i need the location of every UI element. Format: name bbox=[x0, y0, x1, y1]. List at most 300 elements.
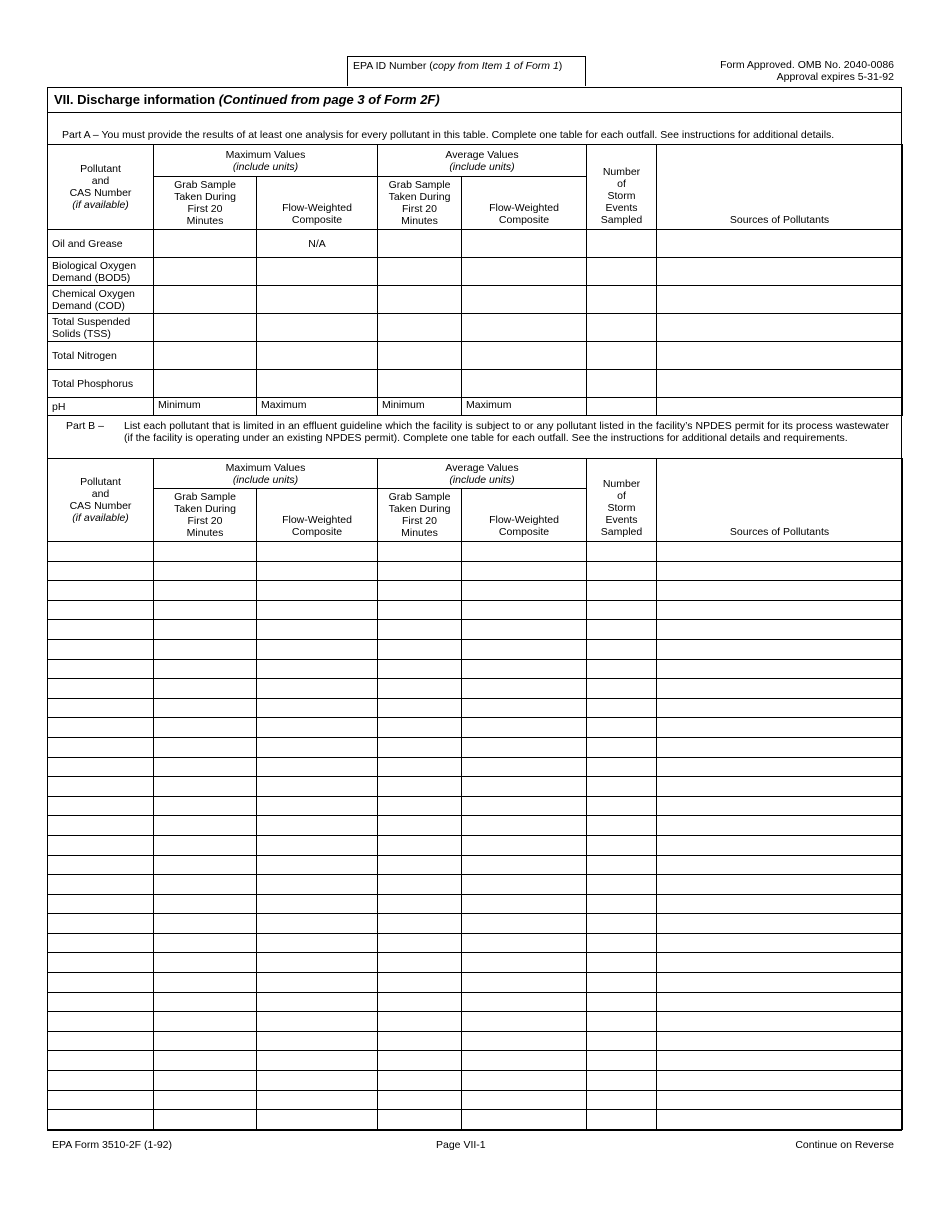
max-grab-cell[interactable] bbox=[154, 933, 257, 953]
max-grab-cell[interactable] bbox=[154, 679, 257, 699]
storm-events-cell[interactable] bbox=[587, 581, 657, 601]
pollutant-name[interactable] bbox=[48, 561, 154, 581]
avg-grab-cell[interactable] bbox=[378, 620, 462, 640]
storm-header-line: Number bbox=[602, 166, 641, 178]
avg-grab-cell[interactable] bbox=[378, 698, 462, 718]
pollutant-name[interactable] bbox=[48, 718, 154, 738]
pollutant-name[interactable] bbox=[48, 679, 154, 699]
storm-events-cell[interactable] bbox=[587, 1090, 657, 1110]
max-flow-cell[interactable] bbox=[257, 737, 378, 757]
max-flow-cell[interactable] bbox=[257, 258, 378, 286]
max-grab-cell[interactable] bbox=[154, 757, 257, 777]
avg-flow-cell[interactable] bbox=[462, 894, 587, 914]
avg-grab-cell[interactable] bbox=[378, 894, 462, 914]
avg-flow-cell[interactable] bbox=[462, 855, 587, 875]
max-flow-cell[interactable] bbox=[257, 914, 378, 934]
epa-id-label-close: ) bbox=[558, 60, 563, 72]
avg-grab-cell[interactable] bbox=[378, 314, 462, 342]
avg-flow-cell[interactable] bbox=[462, 933, 587, 953]
form-number: EPA Form 3510-2F (1-92) bbox=[52, 1139, 173, 1151]
sources-cell[interactable] bbox=[657, 933, 903, 953]
sources-cell[interactable] bbox=[657, 286, 903, 314]
sources-cell[interactable] bbox=[657, 1031, 903, 1051]
part-a-header-row-1 bbox=[48, 145, 903, 177]
grab-header-line: Minutes bbox=[401, 527, 438, 539]
max-grab-cell[interactable] bbox=[154, 286, 257, 314]
storm-events-header bbox=[587, 459, 657, 542]
avg-flow-cell[interactable] bbox=[462, 1110, 587, 1130]
max-grab-cell[interactable] bbox=[154, 1012, 257, 1032]
pollutant-header-line: and bbox=[91, 488, 110, 500]
sources-cell[interactable] bbox=[657, 914, 903, 934]
sources-cell[interactable] bbox=[657, 698, 903, 718]
grab-header-line: Grab Sample bbox=[388, 179, 451, 191]
avg-flow-cell[interactable] bbox=[462, 1071, 587, 1091]
storm-events-cell[interactable] bbox=[587, 992, 657, 1012]
max-grab-cell[interactable] bbox=[154, 835, 257, 855]
sources-cell[interactable] bbox=[657, 639, 903, 659]
avg-flow-cell[interactable] bbox=[462, 1090, 587, 1110]
max-grab-header bbox=[154, 489, 257, 542]
max-flow-cell[interactable] bbox=[257, 620, 378, 640]
sources-cell[interactable] bbox=[657, 855, 903, 875]
max-flow-cell[interactable] bbox=[257, 1110, 378, 1130]
avg-flow-cell[interactable] bbox=[462, 258, 587, 286]
max-flow-cell[interactable] bbox=[257, 600, 378, 620]
storm-events-cell[interactable] bbox=[587, 933, 657, 953]
sources-cell[interactable] bbox=[657, 1012, 903, 1032]
max-grab-cell[interactable] bbox=[154, 698, 257, 718]
storm-events-cell[interactable] bbox=[587, 1031, 657, 1051]
pollutant-name[interactable] bbox=[48, 757, 154, 777]
avg-grab-cell[interactable] bbox=[378, 581, 462, 601]
avg-flow-cell[interactable] bbox=[462, 659, 587, 679]
storm-events-cell[interactable] bbox=[587, 1110, 657, 1130]
avg-flow-cell[interactable] bbox=[462, 1031, 587, 1051]
sources-cell[interactable] bbox=[657, 737, 903, 757]
sources-cell[interactable] bbox=[657, 370, 903, 398]
grab-header-line: Taken During bbox=[388, 191, 451, 203]
max-grab-cell[interactable] bbox=[154, 992, 257, 1012]
pollutant-name[interactable] bbox=[48, 1051, 154, 1071]
storm-header-line: Sampled bbox=[600, 214, 643, 226]
avg-flow-cell[interactable] bbox=[462, 698, 587, 718]
epa-id-number-field[interactable] bbox=[347, 56, 586, 86]
sources-cell[interactable] bbox=[657, 757, 903, 777]
pollutant-header-line: CAS Number bbox=[69, 187, 132, 199]
max-flow-cell[interactable] bbox=[257, 659, 378, 679]
pollutant-name: Total Nitrogen bbox=[48, 342, 154, 370]
sources-cell[interactable] bbox=[657, 875, 903, 895]
pollutant-name[interactable] bbox=[48, 1110, 154, 1130]
avg-flow-cell[interactable] bbox=[462, 835, 587, 855]
part-b-row bbox=[48, 1110, 903, 1130]
max-grab-cell[interactable] bbox=[154, 314, 257, 342]
storm-events-cell[interactable] bbox=[587, 370, 657, 398]
avg-grab-cell[interactable] bbox=[378, 1090, 462, 1110]
avg-grab-cell[interactable] bbox=[378, 286, 462, 314]
max-flow-cell[interactable] bbox=[257, 757, 378, 777]
storm-events-cell[interactable] bbox=[587, 258, 657, 286]
avg-grab-cell[interactable] bbox=[378, 816, 462, 836]
pollutant-name[interactable] bbox=[48, 973, 154, 993]
sources-cell[interactable] bbox=[657, 600, 903, 620]
pollutant-header bbox=[48, 145, 154, 230]
max-grab-cell[interactable] bbox=[154, 1031, 257, 1051]
avg-grab-cell[interactable] bbox=[378, 561, 462, 581]
storm-events-cell[interactable] bbox=[587, 1051, 657, 1071]
avg-grab-cell[interactable] bbox=[378, 875, 462, 895]
avg-grab-cell[interactable] bbox=[378, 542, 462, 562]
storm-events-cell[interactable] bbox=[587, 737, 657, 757]
avg-grab-cell[interactable] bbox=[378, 258, 462, 286]
sources-cell[interactable] bbox=[657, 1051, 903, 1071]
max-flow-cell[interactable] bbox=[257, 1031, 378, 1051]
storm-events-cell[interactable] bbox=[587, 1071, 657, 1091]
avg-flow-cell[interactable] bbox=[462, 342, 587, 370]
avg-grab-cell[interactable] bbox=[378, 1012, 462, 1032]
ph-avg-flow[interactable]: Maximum bbox=[462, 398, 587, 416]
avg-flow-cell[interactable] bbox=[462, 542, 587, 562]
avg-grab-cell[interactable] bbox=[378, 1051, 462, 1071]
max-grab-cell[interactable] bbox=[154, 1071, 257, 1091]
pollutant-name[interactable] bbox=[48, 894, 154, 914]
storm-header-line: Number bbox=[602, 478, 641, 490]
max-flow-cell[interactable] bbox=[257, 816, 378, 836]
max-flow-cell[interactable] bbox=[257, 973, 378, 993]
max-flow-cell[interactable] bbox=[257, 342, 378, 370]
sources-cell[interactable] bbox=[657, 342, 903, 370]
pollutant-name[interactable] bbox=[48, 698, 154, 718]
avg-flow-cell[interactable] bbox=[462, 757, 587, 777]
avg-grab-cell[interactable] bbox=[378, 737, 462, 757]
avg-flow-cell[interactable] bbox=[462, 620, 587, 640]
max-flow-cell[interactable] bbox=[257, 679, 378, 699]
avg-grab-cell[interactable] bbox=[378, 718, 462, 738]
max-grab-cell[interactable] bbox=[154, 1051, 257, 1071]
ph-max-grab[interactable]: Minimum bbox=[154, 398, 257, 416]
pollutant-name[interactable] bbox=[48, 1012, 154, 1032]
storm-events-cell[interactable] bbox=[587, 855, 657, 875]
part-b-row bbox=[48, 561, 903, 581]
avg-grab-cell[interactable] bbox=[378, 835, 462, 855]
storm-header-line: Storm bbox=[607, 502, 636, 514]
pollutant-name[interactable] bbox=[48, 777, 154, 797]
pollutant-name[interactable] bbox=[48, 542, 154, 562]
avg-flow-cell[interactable] bbox=[462, 992, 587, 1012]
avg-grab-header bbox=[378, 177, 462, 230]
avg-grab-cell[interactable] bbox=[378, 370, 462, 398]
avg-flow-cell[interactable] bbox=[462, 639, 587, 659]
sources-cell[interactable] bbox=[657, 992, 903, 1012]
max-grab-cell[interactable] bbox=[154, 620, 257, 640]
grab-header-line: Taken During bbox=[174, 503, 236, 515]
max-flow-cell[interactable] bbox=[257, 581, 378, 601]
pollutant-name: Chemical Oxygen Demand (COD) bbox=[48, 286, 154, 314]
pollutant-name[interactable] bbox=[48, 953, 154, 973]
max-grab-cell[interactable] bbox=[154, 914, 257, 934]
max-flow-cell[interactable] bbox=[257, 796, 378, 816]
max-grab-cell[interactable] bbox=[154, 718, 257, 738]
sources-cell[interactable] bbox=[657, 1110, 903, 1130]
storm-events-cell[interactable] bbox=[587, 953, 657, 973]
pollutant-header-line: (if available) bbox=[72, 512, 129, 524]
sources-cell[interactable] bbox=[657, 620, 903, 640]
max-flow-header bbox=[257, 489, 378, 542]
sources-cell[interactable] bbox=[657, 230, 903, 258]
max-grab-cell[interactable] bbox=[154, 855, 257, 875]
part-b-row bbox=[48, 1071, 903, 1091]
storm-events-cell[interactable] bbox=[587, 914, 657, 934]
max-grab-cell[interactable] bbox=[154, 581, 257, 601]
avg-flow-cell[interactable] bbox=[462, 1051, 587, 1071]
max-grab-cell[interactable] bbox=[154, 639, 257, 659]
max-flow-cell[interactable] bbox=[257, 370, 378, 398]
max-flow-cell[interactable] bbox=[257, 314, 378, 342]
ph-label: pH bbox=[48, 398, 154, 416]
storm-events-cell[interactable] bbox=[587, 286, 657, 314]
avg-grab-cell[interactable] bbox=[378, 973, 462, 993]
storm-events-cell[interactable] bbox=[587, 679, 657, 699]
avg-flow-cell[interactable] bbox=[462, 953, 587, 973]
avg-flow-cell[interactable] bbox=[462, 914, 587, 934]
avg-grab-cell[interactable] bbox=[378, 777, 462, 797]
max-grab-cell[interactable] bbox=[154, 370, 257, 398]
part-b-label: Part B – bbox=[66, 420, 104, 432]
sources-cell[interactable] bbox=[657, 561, 903, 581]
pollutant-name[interactable] bbox=[48, 659, 154, 679]
avg-grab-cell[interactable] bbox=[378, 953, 462, 973]
pollutant-name[interactable] bbox=[48, 737, 154, 757]
epa-id-label-italic: copy from Item 1 of Form 1 bbox=[432, 60, 559, 72]
pollutant-name[interactable] bbox=[48, 600, 154, 620]
max-flow-cell[interactable] bbox=[257, 1071, 378, 1091]
sources-cell[interactable] bbox=[657, 953, 903, 973]
sources-cell[interactable] bbox=[657, 796, 903, 816]
approval-expiry: Approval expires 5-31-92 bbox=[776, 71, 894, 83]
sources-cell[interactable] bbox=[657, 542, 903, 562]
storm-events-cell[interactable] bbox=[587, 230, 657, 258]
avg-flow-cell[interactable] bbox=[462, 230, 587, 258]
max-grab-cell[interactable] bbox=[154, 258, 257, 286]
max-flow-cell[interactable] bbox=[257, 1012, 378, 1032]
storm-events-cell[interactable] bbox=[587, 314, 657, 342]
max-grab-cell[interactable] bbox=[154, 875, 257, 895]
max-flow-cell[interactable] bbox=[257, 698, 378, 718]
avg-grab-cell[interactable] bbox=[378, 1071, 462, 1091]
storm-events-cell[interactable] bbox=[587, 698, 657, 718]
max-flow-cell[interactable] bbox=[257, 561, 378, 581]
storm-events-cell[interactable] bbox=[587, 777, 657, 797]
storm-events-cell[interactable] bbox=[587, 835, 657, 855]
sources-cell[interactable] bbox=[657, 581, 903, 601]
storm-events-cell[interactable] bbox=[587, 816, 657, 836]
sources-cell[interactable] bbox=[657, 314, 903, 342]
avg-flow-cell[interactable] bbox=[462, 796, 587, 816]
avg-grab-cell[interactable] bbox=[378, 600, 462, 620]
avg-grab-cell[interactable] bbox=[378, 342, 462, 370]
sources-cell[interactable] bbox=[657, 258, 903, 286]
ph-max-flow[interactable]: Maximum bbox=[257, 398, 378, 416]
max-grab-cell[interactable] bbox=[154, 659, 257, 679]
max-grab-cell[interactable] bbox=[154, 777, 257, 797]
storm-events-cell[interactable] bbox=[587, 718, 657, 738]
max-flow-cell[interactable] bbox=[257, 992, 378, 1012]
maximum-values-label: Maximum Values bbox=[225, 461, 306, 474]
part-b-instruction: List each pollutant that is limited in an effluent guideline which the facility is subject to or any pollutant listed in the facility’s NPDES permit for its process wastewater (if the facility is operating under an existing NPDES permit). Complete one table for each outfall. See the instructions for additional details and requirements. bbox=[124, 420, 889, 444]
avg-flow-cell[interactable] bbox=[462, 973, 587, 993]
storm-events-cell[interactable] bbox=[587, 757, 657, 777]
part-b-header-row-1 bbox=[48, 459, 903, 489]
storm-events-cell[interactable] bbox=[587, 561, 657, 581]
storm-events-cell[interactable] bbox=[587, 875, 657, 895]
sources-cell[interactable] bbox=[657, 1090, 903, 1110]
max-grab-cell[interactable] bbox=[154, 230, 257, 258]
pollutant-name[interactable] bbox=[48, 1071, 154, 1091]
storm-events-cell[interactable] bbox=[587, 659, 657, 679]
avg-grab-cell[interactable] bbox=[378, 757, 462, 777]
pollutant-name[interactable] bbox=[48, 816, 154, 836]
avg-grab-cell[interactable] bbox=[378, 679, 462, 699]
avg-grab-cell[interactable] bbox=[378, 933, 462, 953]
avg-flow-cell[interactable] bbox=[462, 718, 587, 738]
avg-grab-cell[interactable] bbox=[378, 992, 462, 1012]
max-flow-cell[interactable] bbox=[257, 1090, 378, 1110]
pollutant-name[interactable] bbox=[48, 639, 154, 659]
sources-cell[interactable] bbox=[657, 973, 903, 993]
max-flow-cell[interactable] bbox=[257, 953, 378, 973]
max-grab-cell[interactable] bbox=[154, 1110, 257, 1130]
storm-events-cell[interactable] bbox=[587, 796, 657, 816]
storm-events-cell[interactable] bbox=[587, 600, 657, 620]
section-title-continued: (Continued from page 3 of Form 2F) bbox=[218, 92, 440, 107]
max-grab-cell[interactable] bbox=[154, 973, 257, 993]
max-grab-cell[interactable] bbox=[154, 561, 257, 581]
storm-header-line: of bbox=[617, 490, 626, 502]
pollutant-name[interactable] bbox=[48, 914, 154, 934]
avg-grab-cell[interactable] bbox=[378, 855, 462, 875]
avg-flow-cell[interactable] bbox=[462, 581, 587, 601]
part-a-row bbox=[48, 258, 903, 286]
storm-events-cell[interactable] bbox=[587, 973, 657, 993]
part-b-row bbox=[48, 679, 903, 699]
pollutant-name[interactable] bbox=[48, 855, 154, 875]
max-grab-cell[interactable] bbox=[154, 737, 257, 757]
max-grab-cell[interactable] bbox=[154, 816, 257, 836]
max-flow-cell[interactable] bbox=[257, 286, 378, 314]
ph-sources[interactable] bbox=[657, 398, 903, 416]
sources-cell[interactable] bbox=[657, 894, 903, 914]
avg-flow-cell[interactable] bbox=[462, 777, 587, 797]
max-flow-header bbox=[257, 177, 378, 230]
avg-grab-cell[interactable] bbox=[378, 1110, 462, 1130]
sources-cell[interactable] bbox=[657, 659, 903, 679]
avg-grab-cell[interactable] bbox=[378, 1031, 462, 1051]
part-b-row bbox=[48, 894, 903, 914]
sources-cell[interactable] bbox=[657, 777, 903, 797]
pollutant-name[interactable] bbox=[48, 796, 154, 816]
avg-grab-cell[interactable] bbox=[378, 639, 462, 659]
pollutant-name[interactable] bbox=[48, 581, 154, 601]
part-a-row bbox=[48, 286, 903, 314]
max-flow-cell[interactable] bbox=[257, 835, 378, 855]
avg-grab-cell[interactable] bbox=[378, 230, 462, 258]
pollutant-name[interactable] bbox=[48, 1090, 154, 1110]
max-flow-cell[interactable] bbox=[257, 542, 378, 562]
max-grab-cell[interactable] bbox=[154, 342, 257, 370]
flow-header-line: Flow-Weighted bbox=[282, 202, 352, 214]
max-grab-cell[interactable] bbox=[154, 542, 257, 562]
avg-flow-cell[interactable] bbox=[462, 875, 587, 895]
ph-avg-grab[interactable]: Minimum bbox=[378, 398, 462, 416]
avg-flow-cell[interactable] bbox=[462, 286, 587, 314]
pollutant-name[interactable] bbox=[48, 875, 154, 895]
avg-flow-cell[interactable] bbox=[462, 1012, 587, 1032]
max-grab-cell[interactable] bbox=[154, 600, 257, 620]
sources-cell[interactable] bbox=[657, 718, 903, 738]
max-grab-cell[interactable] bbox=[154, 1090, 257, 1110]
grab-header-line: First 20 bbox=[401, 203, 437, 215]
avg-flow-cell[interactable] bbox=[462, 600, 587, 620]
storm-events-cell[interactable] bbox=[587, 1012, 657, 1032]
max-flow-cell[interactable] bbox=[257, 639, 378, 659]
pollutant-name[interactable] bbox=[48, 1031, 154, 1051]
pollutant-name[interactable] bbox=[48, 620, 154, 640]
pollutant-name[interactable] bbox=[48, 835, 154, 855]
avg-flow-cell[interactable] bbox=[462, 679, 587, 699]
avg-flow-cell[interactable] bbox=[462, 561, 587, 581]
avg-flow-cell[interactable] bbox=[462, 370, 587, 398]
max-flow-cell[interactable] bbox=[257, 777, 378, 797]
max-grab-cell[interactable] bbox=[154, 953, 257, 973]
storm-events-cell[interactable] bbox=[587, 342, 657, 370]
avg-grab-cell[interactable] bbox=[378, 914, 462, 934]
sources-cell[interactable] bbox=[657, 1071, 903, 1091]
storm-events-cell[interactable] bbox=[587, 639, 657, 659]
max-flow-cell[interactable] bbox=[257, 855, 378, 875]
flow-header-line: Flow-Weighted bbox=[489, 202, 559, 214]
max-flow-cell[interactable] bbox=[257, 1051, 378, 1071]
part-b-row bbox=[48, 777, 903, 797]
storm-header-line: Storm bbox=[607, 190, 636, 202]
ph-storm-events[interactable] bbox=[587, 398, 657, 416]
section-title bbox=[54, 92, 440, 107]
max-flow-cell[interactable] bbox=[257, 894, 378, 914]
avg-grab-cell[interactable] bbox=[378, 796, 462, 816]
avg-grab-cell[interactable] bbox=[378, 659, 462, 679]
max-flow-cell[interactable]: N/A bbox=[257, 230, 378, 258]
pollutant-name[interactable] bbox=[48, 933, 154, 953]
part-b-row bbox=[48, 581, 903, 601]
max-flow-cell[interactable] bbox=[257, 933, 378, 953]
sources-cell[interactable] bbox=[657, 679, 903, 699]
pollutant-header-line: Pollutant bbox=[80, 163, 121, 175]
pollutant-name[interactable] bbox=[48, 992, 154, 1012]
storm-events-cell[interactable] bbox=[587, 542, 657, 562]
sources-cell[interactable] bbox=[657, 835, 903, 855]
max-flow-cell[interactable] bbox=[257, 875, 378, 895]
storm-events-cell[interactable] bbox=[587, 620, 657, 640]
max-grab-cell[interactable] bbox=[154, 894, 257, 914]
part-b-row bbox=[48, 737, 903, 757]
storm-events-cell[interactable] bbox=[587, 894, 657, 914]
avg-flow-cell[interactable] bbox=[462, 737, 587, 757]
max-flow-cell[interactable] bbox=[257, 718, 378, 738]
avg-flow-cell[interactable] bbox=[462, 314, 587, 342]
sources-cell[interactable] bbox=[657, 816, 903, 836]
avg-flow-cell[interactable] bbox=[462, 816, 587, 836]
max-grab-cell[interactable] bbox=[154, 796, 257, 816]
